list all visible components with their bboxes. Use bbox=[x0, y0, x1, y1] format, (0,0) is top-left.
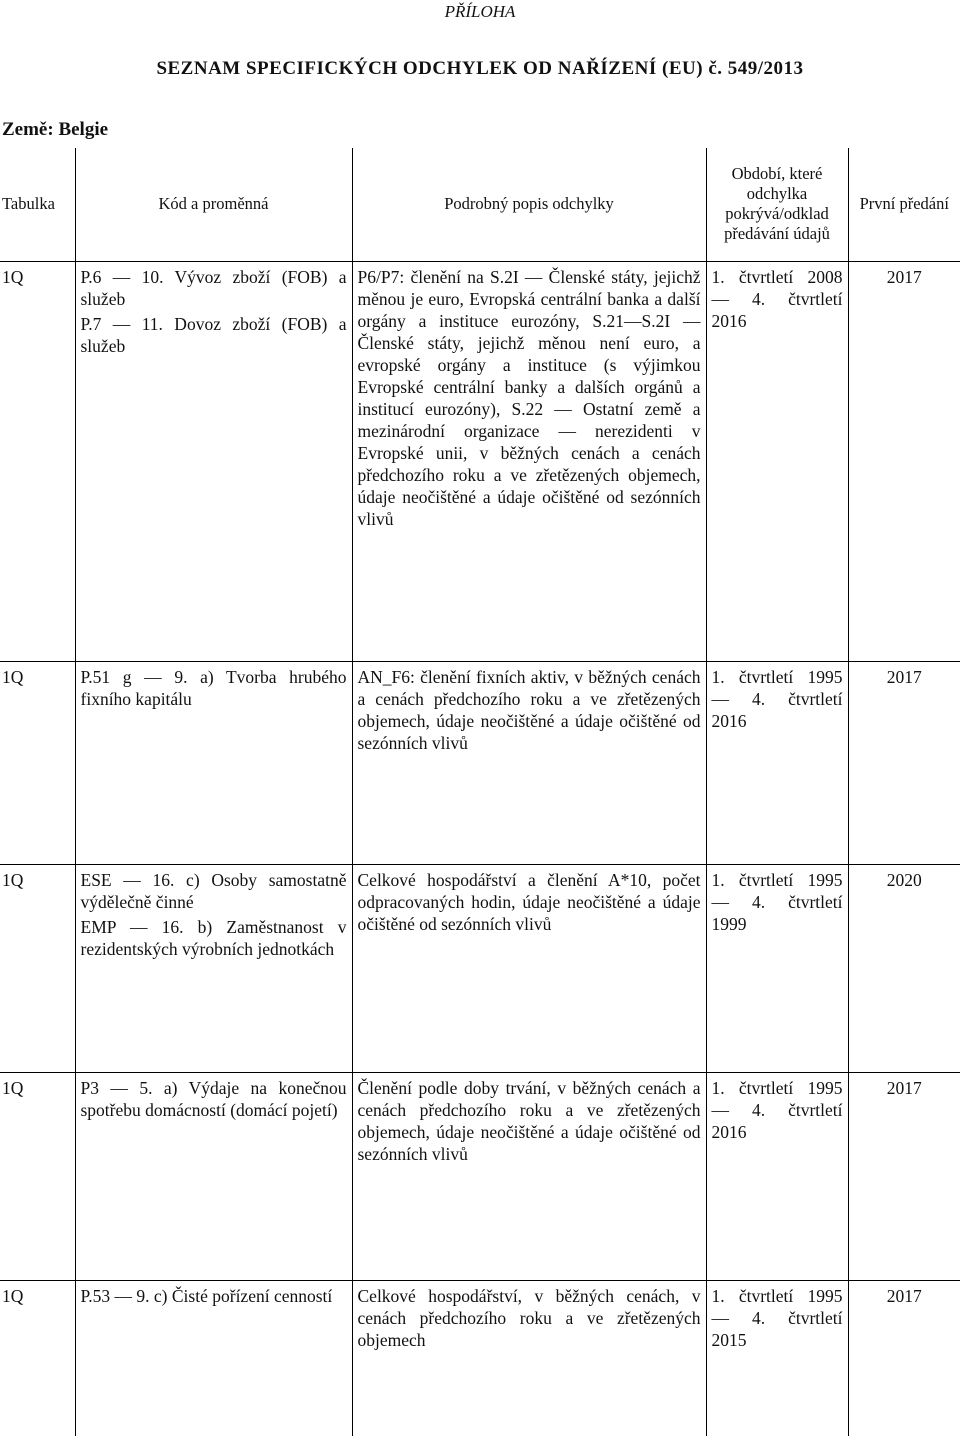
cell-code bbox=[75, 261, 352, 661]
cell-table: 1Q bbox=[0, 864, 75, 1072]
code-entry: P.6 — 10. Vývoz zboží (FOB) a služeb bbox=[80, 266, 347, 309]
code-entry: P.53 — 9. c) Čisté pořízení cenností bbox=[80, 1285, 333, 1306]
annex-label: PŘÍLOHA bbox=[444, 2, 516, 21]
cell-first-transmission: 2017 bbox=[848, 261, 960, 661]
table-row bbox=[0, 1280, 960, 1436]
code-entry: P.51 g — 9. a) Tvorba hrubého fixního kapitálu bbox=[80, 666, 347, 709]
derogations-table bbox=[0, 148, 960, 1436]
cell-first-transmission: 2017 bbox=[848, 1280, 960, 1436]
cell-description: Členění podle doby trvání, v běžných cenách a cenách předchozího roku a ve zřetězených objemech, údaje neočištěné a údaje očištěné od sezónních vlivů bbox=[352, 1072, 706, 1280]
cell-table: 1Q bbox=[0, 261, 75, 661]
cell-code bbox=[75, 1072, 352, 1280]
code-entry: P.7 — 11. Dovoz zboží (FOB) a služeb bbox=[80, 313, 347, 356]
cell-period: 1. čtvrtletí 1995 — 4. čtvrtletí 2015 bbox=[706, 1280, 848, 1436]
document-title: SEZNAM SPECIFICKÝCH ODCHYLEK OD NAŘÍZENÍ (EU) č. 549/2013 bbox=[156, 58, 804, 79]
cell-code bbox=[75, 1280, 352, 1436]
cell-table: 1Q bbox=[0, 1280, 75, 1436]
cell-period: 1. čtvrtletí 1995 — 4. čtvrtletí 2016 bbox=[706, 661, 848, 864]
col-header-first-transmission: První předání bbox=[848, 148, 960, 261]
code-entry: P3 — 5. a) Výdaje na konečnou spotřebu domácností (domácí pojetí) bbox=[80, 1077, 347, 1120]
cell-period: 1. čtvrtletí 1995 — 4. čtvrtletí 1999 bbox=[706, 864, 848, 1072]
cell-first-transmission: 2017 bbox=[848, 1072, 960, 1280]
table-row bbox=[0, 661, 960, 864]
cell-table: 1Q bbox=[0, 1072, 75, 1280]
cell-first-transmission: 2017 bbox=[848, 661, 960, 864]
code-entry: ESE — 16. c) Osoby samostatně výdělečně činné bbox=[80, 869, 347, 912]
cell-description: AN_F6: členění fixních aktiv, v běžných cenách a cenách předchozího roku a ve zřetězených objemech, údaje neočištěné a údaje očištěné od sezónních vlivů bbox=[352, 661, 706, 864]
col-header-period: Období, které odchylka pokrývá/odklad předávání údajů bbox=[706, 148, 848, 261]
header-row bbox=[0, 148, 960, 261]
col-header-code: Kód a proměnná bbox=[75, 148, 352, 261]
table-row bbox=[0, 1072, 960, 1280]
cell-table: 1Q bbox=[0, 661, 75, 864]
cell-code bbox=[75, 864, 352, 1072]
cell-description: P6/P7: členění na S.2I — Členské státy, jejichž měnou je euro, Evropská centrální banka a další orgány a instituce eurozóny, S.21—S.2I — Členské státy, jejichž měnou není euro, a evropské orgány a instituce (s výjimkou Evropské centrální banky a dalších orgánů a institucí eurozóny), S.22 — Ostatní země a mezinárodní organizace — nerezidenti v Evropské unii, v běžných cenách a cenách předchozího roku a ve zřetězených objemech, údaje neočištěné a údaje očištěné od sezónních vlivů bbox=[352, 261, 706, 661]
cell-first-transmission: 2020 bbox=[848, 864, 960, 1072]
col-header-table: Tabulka bbox=[0, 148, 75, 261]
cell-period: 1. čtvrtletí 1995 — 4. čtvrtletí 2016 bbox=[706, 1072, 848, 1280]
code-entry: EMP — 16. b) Zaměstnanost v rezidentských výrobních jednotkách bbox=[80, 916, 347, 959]
cell-period: 1. čtvrtletí 2008 — 4. čtvrtletí 2016 bbox=[706, 261, 848, 661]
country-heading: Země: Belgie bbox=[2, 119, 109, 140]
cell-description: Celkové hospodářství a členění A*10, počet odpracovaných hodin, údaje neočištěné a údaje očištěné od sezónních vlivů bbox=[352, 864, 706, 1072]
col-header-description: Podrobný popis odchylky bbox=[352, 148, 706, 261]
cell-description: Celkové hospodářství, v běžných cenách, v cenách předchozího roku a ve zřetězených objemech bbox=[352, 1280, 706, 1436]
table-row bbox=[0, 261, 960, 661]
cell-code bbox=[75, 661, 352, 864]
table-row bbox=[0, 864, 960, 1072]
